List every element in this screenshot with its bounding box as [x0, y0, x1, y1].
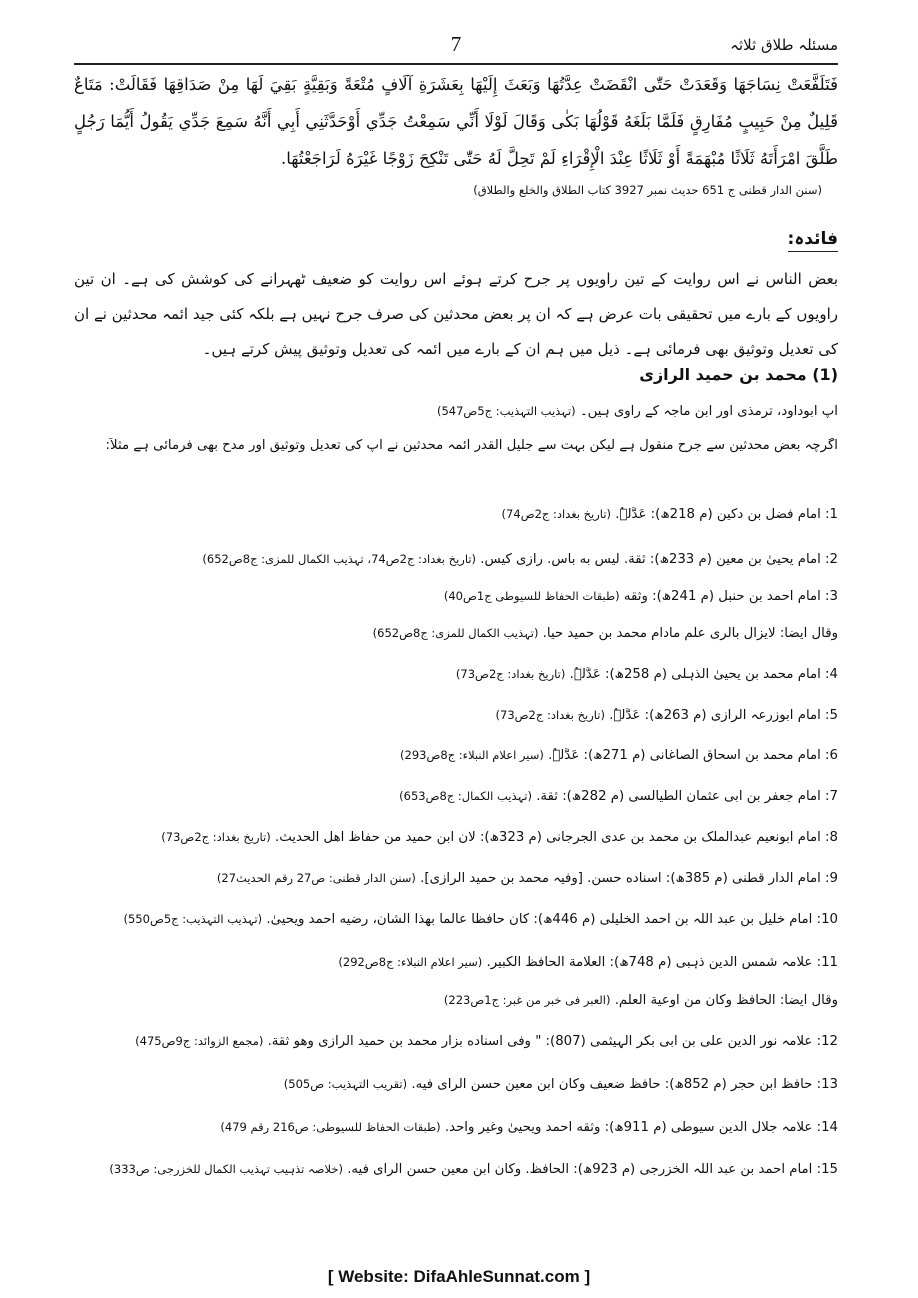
narrator-entry: [74, 626, 838, 641]
faida-heading: فائدہ:: [788, 228, 838, 252]
entry-text: 6: امام محمد بن اسحاق الصاغانی (م 271ھ): عَدَّلَہٗ.: [548, 748, 838, 763]
narrator-entry: [74, 552, 838, 567]
entry-reference: (سنن الدار قطنی: ص27 رقم الحدیث27): [216, 871, 416, 885]
entry-text: 13: حافظ ابن حجر (م 852ھ): حافظ ضعیف وکان ابن معین حسن الرای فیه.: [411, 1077, 838, 1092]
narrator-entry: [74, 955, 838, 970]
entry-text: 12: علامہ نور الدین علی بن ابی بکر الہیثمی (807): " وفی اسناده بزار محمد بن حمید الرازی وهو ثقة.: [267, 1034, 838, 1049]
entry-reference: (طبقات الحفاظ للسیوطی: ص216 رقم 479): [220, 1120, 441, 1134]
narrator-entry: [74, 1034, 838, 1049]
entry-reference: (خلاصہ تذہیب تہذیب الکمال للخزرجی: ص333): [109, 1162, 343, 1176]
entry-reference: (سیر اعلام النبلاء: ج8ص293): [400, 748, 544, 762]
entry-reference: (تاریخ بغداد: ج2ص74، تہذیب الکمال للمزی: ج8ص652): [202, 552, 477, 566]
entry-text: 5: امام ابوزرعہ الرازی (م 263ھ): عَدَّلَہٗ.: [609, 708, 838, 723]
narrator-intro-line: [74, 438, 838, 453]
entry-reference: (طبقات الحفاظ للسیوطی ج1ص40): [443, 589, 620, 603]
narrator-section-heading: (1) محمد بن حمید الرازی: [639, 365, 838, 384]
narrator-entry: [74, 748, 838, 763]
entry-text: 3: امام احمد بن حنبل (م 241ھ): وثقه: [623, 589, 838, 604]
page-number: 7: [450, 32, 462, 56]
website-footer: [ Website: DifaAhleSunnat.com ]: [327, 1267, 591, 1286]
entry-text: 1: امام فضل بن دکین (م 218ھ): عَدَّلَہٗ.: [615, 507, 838, 522]
narrator-entry: [74, 507, 838, 522]
entry-text: 11: علامہ شمس الدین ذہبی (م 748ھ): العلامة الحافظ الکبیر.: [486, 955, 838, 970]
narrator-intro-line: [74, 404, 838, 419]
entry-text: 8: امام ابونعیم عبدالملک بن محمد بن عدی الجرجانی (م 323ھ): لان ابن حمید من حفاظ اهل الحدیث.: [274, 830, 838, 845]
entry-reference: (تاریخ بغداد: ج2ص73): [455, 667, 566, 681]
line-text: اگرچہ بعض محدثین سے جرح منقول ہے لیکن بہت سے جلیل القدر ائمہ محدثین نے آپ کی تعدیل وتوثیق اور مدح بھی فرمائی ہے مثلاً:: [105, 438, 838, 453]
entry-reference: (سیر اعلام النبلاء: ج8ص292): [338, 955, 483, 969]
narrator-entry: [74, 708, 838, 723]
header-divider: [74, 63, 838, 65]
entry-reference: (مجمع الزوائد: ج9ص475): [135, 1034, 264, 1048]
entry-reference: (تاریخ بغداد: ج2ص74): [501, 507, 612, 521]
book-title: مسئلہ طلاق ثلاثہ: [730, 36, 838, 54]
narrator-entry: [74, 1162, 838, 1177]
entry-reference: (تہذیب الکمال للمزی: ج8ص652): [372, 626, 539, 640]
faida-paragraph: بعض الناس نے اس روایت کے تین راویوں پر جرح کرتے ہوئے اس روایت کو ضعیف ٹھہرانے کی کوشش کی ہے۔ ان تین راویوں کے بارے میں تحقیقی بات عرض ہے کہ ان پر بعض محدثین کی صرف جرح نہیں ہے بلکہ کئی جید ائمہ محدثین نے ان کی تعدیل وتوثیق بھی فرمائی ہے۔ ذیل میں ہم ان کے بارے میں ائمہ کی تعدیل وتوثیق پیش کرتے ہیں۔: [74, 270, 838, 358]
entry-text: 2: امام یحییٰ بن معین (م 233ھ): ثقة. لیس به باس. رازی کیس.: [480, 552, 838, 567]
narrator-entry: [74, 912, 838, 927]
entry-text: 4: امام محمد بن یحییٰ الذہلی (م 258ھ): عَدَّلَہٗ.: [569, 667, 838, 682]
entry-text: 15: امام احمد بن عبد اللہ الخزرجی (م 923ھ): الحافظ. وکان ابن معین حسن الرای فیه.: [347, 1162, 838, 1177]
narrator-entry: [74, 589, 838, 604]
page-header: [74, 32, 838, 62]
narrator-entry: [74, 667, 838, 682]
narrator-entry: [74, 1120, 838, 1135]
narrator-entry: [74, 993, 838, 1008]
narrator-entry: [74, 871, 838, 886]
arabic-hadith-text: فَتَلَفَّعَتْ نِسَاجَهَا وَقَعَدَتْ حَتّٰى انْقَضَتْ عِدَّتُهَا وَبَعَثَ إِلَيْهَا بِعَشَرَةِ آلَافٍ مُتْعَةً وَبَقِيَّةٍ بَقِيَ لَهَا مِنْ صَدَاقِهَا فَقَالَتْ: مَتَاعٌ قَلِيلٌ مِنْ حَبِيبٍ مُفَارِقٍ فَلَمَّا بَلَغَهُ قَوْلُهَا بَكٰى وَقَالَ لَوْلَا أَنِّي سَمِعْتُ جَدِّي أَوْحَدَّثَنِي أَبِي أَنَّهُ سَمِعَ جَدِّي يَقُولُ أَيُّمَا رَجُلٍ طَلَّقَ امْرَأَتَهُ ثَلَاثًا مُبْهَمَةً أَوْ ثَلَاثًا عِنْدَ الْإِقْرَاءِ لَمْ تَحِلَّ لَهُ حَتّٰى تَنْكِحَ زَوْجًا غَيْرَهُ لَرَاجَعْتُهَا.: [74, 75, 838, 168]
narrator-entry: [74, 789, 838, 804]
entry-reference: (تہذیب الکمال: ج8ص653): [399, 789, 532, 803]
entry-reference: (تاریخ بغداد: ج2ص73): [495, 708, 605, 722]
line-reference: (تہذیب التہذیب: ج5ص547): [436, 404, 576, 418]
narrator-entry: [74, 830, 838, 845]
entry-text: 7: امام جعفر بن ابی عثمان الطیالسی (م 282ھ): ثقة.: [536, 789, 838, 804]
entry-reference: (تاریخ بغداد: ج2ص73): [161, 830, 271, 844]
entry-reference: (تقریب التہذیب: ص505): [283, 1077, 408, 1091]
entry-text: 14: علامہ جلال الدین سیوطی (م 911ھ): وثقه احمد ویحییٰ وغیر واحد.: [444, 1120, 838, 1135]
entry-text: وقال ایضاً: الحافظ وکان من اوعیة العلم.: [614, 993, 838, 1008]
entry-reference: (العبر فی خبر من غبر: ج1ص223): [443, 993, 611, 1007]
entry-text: 10: امام خلیل بن عبد اللہ بن احمد الخلیلی (م 446ھ): کان حافظاً عالماً بهذا الشان، رضیه احمد ویحییٰ.: [266, 912, 838, 927]
entry-text: وقال ایضاً: لایزال بالری علم مادام محمد بن حمید حیاً.: [542, 626, 838, 641]
narrator-entry: [74, 1077, 838, 1092]
hadith-source-reference: (سنن الدار قطنی ج 651 حدیث نمبر 3927 کتاب الطلاق والخلع والطلاق): [473, 183, 822, 197]
entry-text: 9: امام الدار قطنی (م 385ھ): اسناده حسن. [وفیہ محمد بن حمید الرازی].: [420, 871, 838, 886]
entry-reference: (تہذیب التہذیب: ج5ص550): [123, 912, 263, 926]
line-text: آپ ابوداود، ترمذی اور ابن ماجہ کے راوی ہیں۔: [579, 404, 838, 419]
